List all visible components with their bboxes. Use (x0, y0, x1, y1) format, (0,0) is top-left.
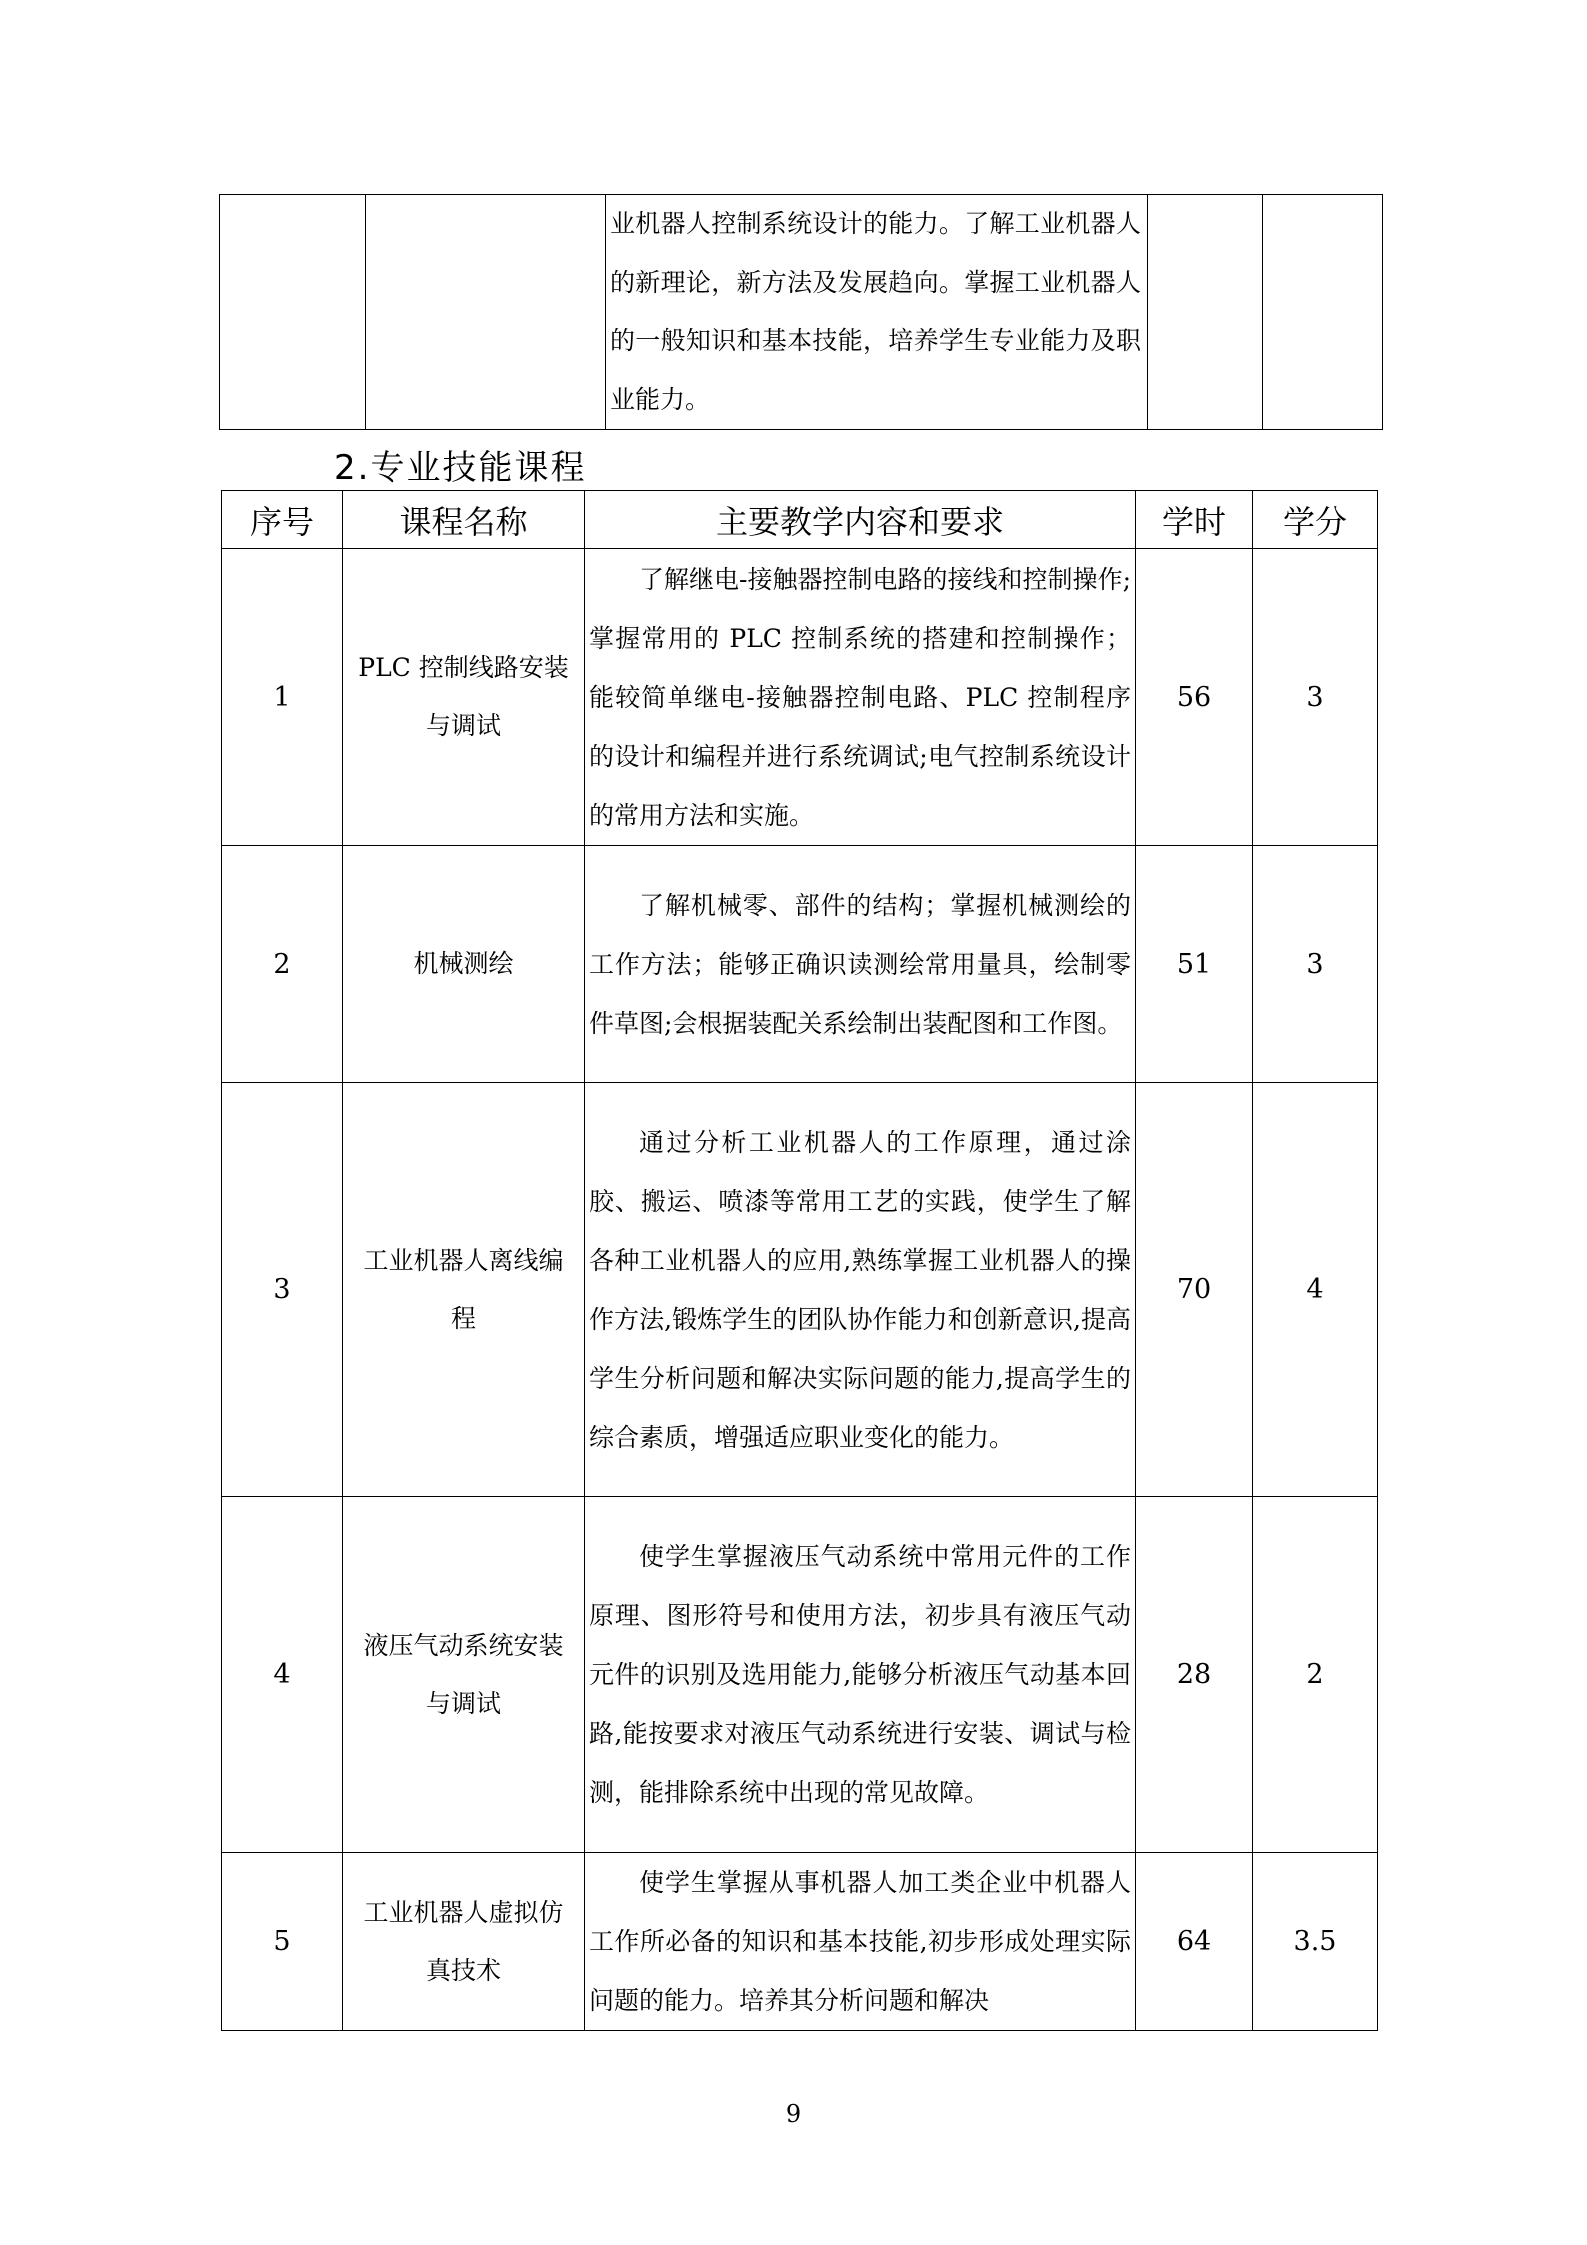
cell-hours: 51 (1136, 846, 1253, 1083)
cell-no: 2 (222, 846, 343, 1083)
table-row (222, 1497, 1378, 1853)
section-heading: 2.专业技能课程 (334, 448, 587, 488)
header-name: 课程名称 (343, 491, 585, 549)
header-no: 序号 (222, 491, 343, 549)
cell-name: 液压气动系统安装与调试 (343, 1497, 585, 1853)
cell-credits: 2 (1253, 1497, 1378, 1853)
cell-credits: 3 (1253, 846, 1378, 1083)
table-row (222, 549, 1378, 846)
cell-name: 机械测绘 (343, 846, 585, 1083)
cell-hours: 64 (1136, 1853, 1253, 2031)
cell-credits: 4 (1253, 1083, 1378, 1497)
cell-content (585, 1853, 1136, 2031)
cell-hours (1148, 195, 1263, 430)
cell-no: 5 (222, 1853, 343, 2031)
cell-content-text: 了解继电-接触器控制电路的接线和控制操作;掌握常用的 PLC 控制系统的搭建和控制操作；能较简单继电-接触器控制电路、PLC 控制程序的设计和编程并进行系统调试;电气控制系统设计的常用方法和实施。 (589, 564, 1131, 830)
course-table (221, 490, 1378, 2031)
cell-credits (1263, 195, 1383, 430)
cell-name: 工业机器人虚拟仿真技术 (343, 1853, 585, 2031)
table-row (222, 1083, 1378, 1497)
cell-no: 1 (222, 549, 343, 846)
cell-hours: 70 (1136, 1083, 1253, 1497)
header-hours: 学时 (1136, 491, 1253, 549)
table-header-row (222, 491, 1378, 549)
cell-credits: 3.5 (1253, 1853, 1378, 2031)
table-row (222, 846, 1378, 1083)
cell-content: 业机器人控制系统设计的能力。了解工业机器人的新理论，新方法及发展趋向。掌握工业机器人的一般知识和基本技能，培养学生专业能力及职业能力。 (606, 195, 1148, 430)
cell-content (585, 1497, 1136, 1853)
cell-credits: 3 (1253, 549, 1378, 846)
page-number: 9 (785, 2100, 802, 2128)
table-row (222, 1853, 1378, 2031)
cell-content-text: 了解机械零、部件的结构；掌握机械测绘的工作方法；能够正确识读测绘常用量具，绘制零件草图;会根据装配关系绘制出装配图和工作图。 (589, 890, 1131, 1038)
cell-no (220, 195, 366, 430)
cell-no: 4 (222, 1497, 343, 1853)
cell-hours: 28 (1136, 1497, 1253, 1853)
cell-hours: 56 (1136, 549, 1253, 846)
cell-content-text: 通过分析工业机器人的工作原理，通过涂胶、搬运、喷漆等常用工艺的实践，使学生了解各种工业机器人的应用,熟练掌握工业机器人的操作方法,锻炼学生的团队协作能力和创新意识,提高学生分析问题和解决实际问题的能力,提高学生的综合素质，增强适应职业变化的能力。 (589, 1127, 1131, 1452)
continuation-table (219, 194, 1383, 430)
cell-name: PLC 控制线路安装与调试 (343, 549, 585, 846)
header-credits: 学分 (1253, 491, 1378, 549)
cell-content-text: 使学生掌握从事机器人加工类企业中机器人工作所必备的知识和基本技能,初步形成处理实际问题的能力。培养其分析问题和解决 (589, 1868, 1131, 2015)
cell-content (585, 549, 1136, 846)
cell-name: 工业机器人离线编程 (343, 1083, 585, 1497)
cell-no: 3 (222, 1083, 343, 1497)
cell-content-text: 使学生掌握液压气动系统中常用元件的工作原理、图形符号和使用方法，初步具有液压气动元件的识别及选用能力,能够分析液压气动基本回路,能按要求对液压气动系统进行安装、调试与检测，能排除系统中出现的常见故障。 (589, 1542, 1131, 1807)
header-content: 主要教学内容和要求 (585, 491, 1136, 549)
cell-content (585, 1083, 1136, 1497)
cell-content (585, 846, 1136, 1083)
table-row (220, 195, 1383, 430)
cell-name (366, 195, 606, 430)
